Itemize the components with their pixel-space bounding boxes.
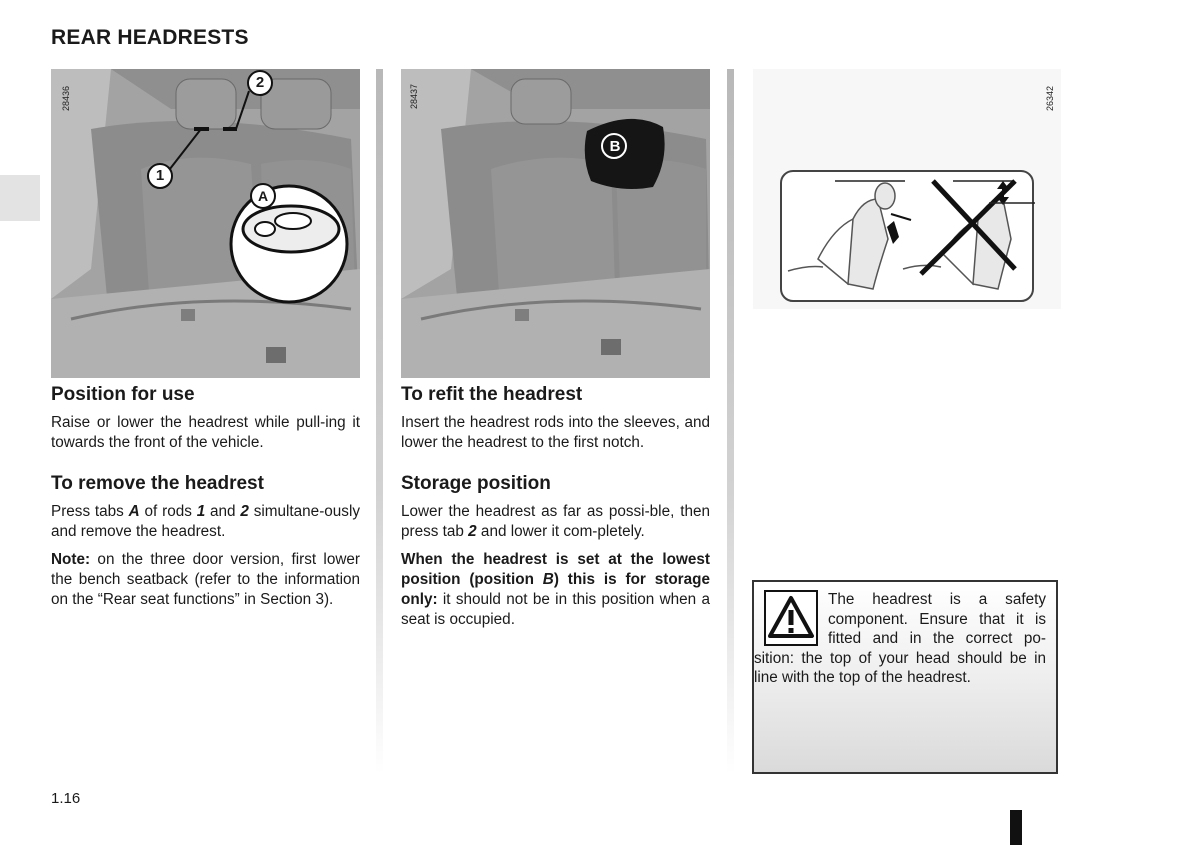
column-divider xyxy=(727,69,734,774)
refit-heading: To refit the headrest xyxy=(401,384,583,405)
column-middle xyxy=(401,69,710,630)
headrest-removal-photo xyxy=(51,69,360,378)
headrest-storage-photo xyxy=(401,69,710,378)
storage-text: Lower the headrest as far as possi-ble, then press tab 2 and lower it com-pletely. xyxy=(401,503,710,540)
safety-warning-text: The headrest is a safety component. Ensure that it is fitted and in the correct po-sition: the top of your head should be in line with the top of the headrest. xyxy=(754,591,1046,687)
callout-a: A xyxy=(250,183,276,209)
column-left xyxy=(51,69,360,610)
position-heading: Position for use xyxy=(51,384,195,405)
storage-warning-text: When the headrest is set at the lowest position (position B) this is for storage only: it should not be in this position when a seat is occupied. xyxy=(401,551,710,628)
note-text: Note: on the three door version, first lower the bench seatback (refer to the information on the “Rear seat functions” in Section 3). xyxy=(51,551,360,608)
warning-triangle-icon xyxy=(764,590,818,646)
diagram-reference: 26342 xyxy=(1045,85,1055,111)
head-alignment-illustration xyxy=(753,69,1061,309)
remove-heading: To remove the headrest xyxy=(51,473,264,494)
headrest-position-diagram xyxy=(753,69,1061,309)
rear-seat-storage-illustration xyxy=(401,69,710,378)
photo-reference: 28436 xyxy=(61,85,71,111)
rear-seat-illustration xyxy=(51,69,360,378)
callout-b: B xyxy=(609,138,621,155)
safety-warning-box xyxy=(752,580,1058,774)
page-title: REAR HEADRESTS xyxy=(51,26,249,49)
remove-text: Press tabs A of rods 1 and 2 simultane-ously and remove the headrest. xyxy=(51,503,360,540)
refit-text: Insert the headrest rods into the sleeves, and lower the headrest to the first notch. xyxy=(401,414,710,451)
callout-1: 1 xyxy=(147,163,173,189)
section-tab xyxy=(0,175,40,221)
photo-reference: 28437 xyxy=(409,83,419,109)
callout-2: 2 xyxy=(247,70,273,96)
position-text: Raise or lower the headrest while pull-ing it towards the front of the vehicle. xyxy=(51,414,360,451)
column-divider xyxy=(376,69,383,774)
storage-heading: Storage position xyxy=(401,473,551,494)
page-edge-marker xyxy=(1010,810,1022,845)
page-number: 1.16 xyxy=(51,790,81,807)
